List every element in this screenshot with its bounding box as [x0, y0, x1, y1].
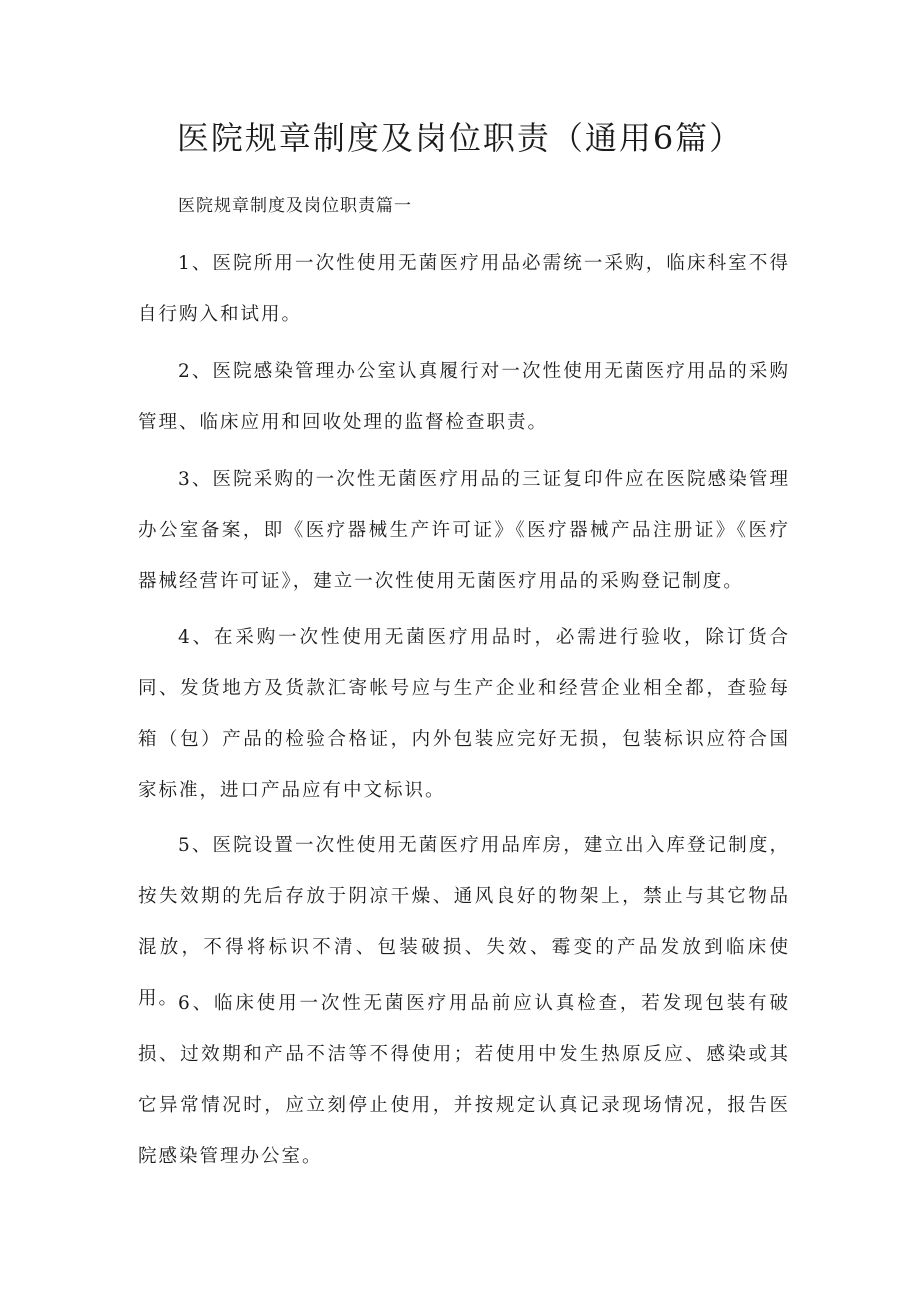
section-heading: 医院规章制度及岗位职责篇一 [178, 196, 412, 216]
paragraph-6: 6、临床使用一次性无菌医疗用品前应认真检查，若发现包装有破损、过效期和产品不洁等不得使用；若使用中发生热原反应、感染或其它异常情况时，应立刻停止使用，并按规定认真记录现场情况，报告医院感染管理办公室。 [138, 993, 790, 1167]
paragraph-4: 4、在采购一次性使用无菌医疗用品时，必需进行验收，除订货合同、发货地方及货款汇寄帐号应与生产企业和经营企业相全都，查验每箱（包）产品的检验合格证，内外包装应完好无损，包装标识应符合国家标准，进口产品应有中文标识。 [138, 627, 790, 801]
paragraph-5: 5、医院设置一次性使用无菌医疗用品库房，建立出入库登记制度，按失效期的先后存放于阴凉干燥、通风良好的物架上，禁止与其它物品混放，不得将标识不清、包装破损、失效、霉变的产品发放到临床使用。 [138, 835, 790, 1009]
document-title: 医院规章制度及岗位职责（通用6篇） [176, 119, 744, 157]
paragraph-3: 3、医院采购的一次性无菌医疗用品的三证复印件应在医院感染管理办公室备案，即《医疗器械生产许可证》《医疗器械产品注册证》《医疗器械经营许可证》，建立一次性使用无菌医疗用品的采购登记制度。 [138, 469, 790, 592]
paragraph-1: 1、医院所用一次性使用无菌医疗用品必需统一采购，临床科室不得自行购入和试用。 [138, 253, 790, 325]
paragraph-2: 2、医院感染管理办公室认真履行对一次性使用无菌医疗用品的采购管理、临床应用和回收处理的监督检查职责。 [138, 361, 790, 433]
